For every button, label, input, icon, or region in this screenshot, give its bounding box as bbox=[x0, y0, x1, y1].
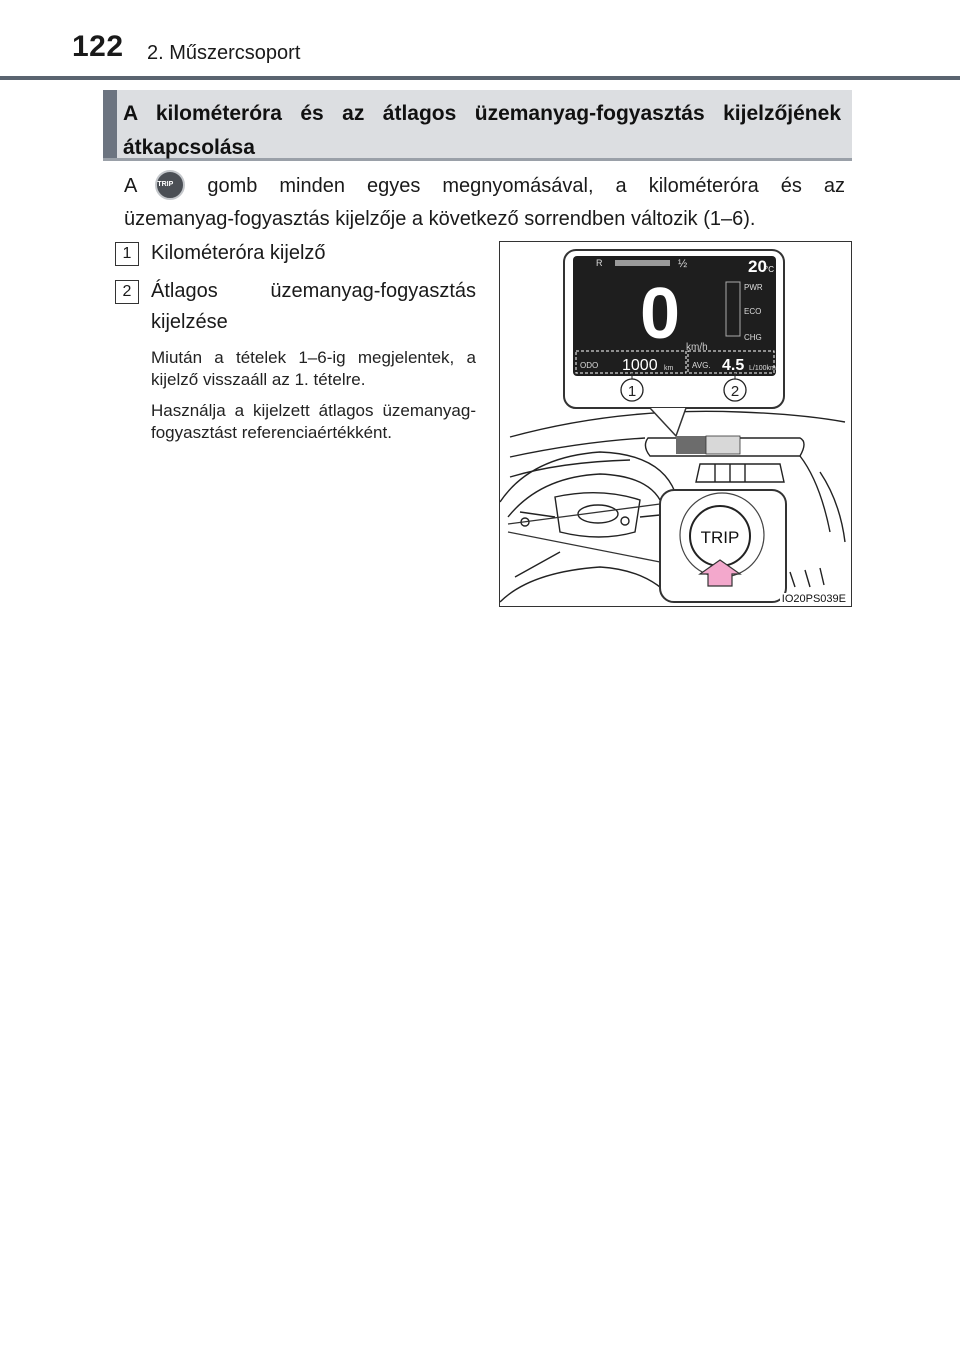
section-heading-bar bbox=[103, 90, 117, 161]
cluster-display bbox=[564, 250, 784, 454]
intro-before: A bbox=[124, 175, 138, 197]
page-number: 122 bbox=[72, 30, 124, 63]
gauge-eco: ECO bbox=[744, 307, 762, 316]
callout-2: 2 bbox=[730, 383, 740, 400]
item-1-text: Kilométeróra kijelző bbox=[151, 242, 326, 264]
trip-button-callout bbox=[508, 490, 786, 602]
temperature-unit: °C bbox=[765, 265, 774, 274]
gauge-pwr: PWR bbox=[744, 283, 763, 292]
speed-unit: km/h bbox=[686, 342, 708, 353]
trip-button-icon: TRIP bbox=[155, 170, 185, 200]
temperature-value: 20 bbox=[748, 257, 767, 276]
speed-value: 0 bbox=[639, 274, 681, 354]
gauge-chg: CHG bbox=[744, 333, 762, 342]
avg-value: 4.5 bbox=[722, 357, 745, 374]
avg-label: AVG. bbox=[692, 361, 711, 370]
trip-button-label: TRIP bbox=[700, 528, 740, 547]
section-title: A kilométeróra és az átlagos üzemanyag-fogyasztás kijelzőjének átkapcsolása bbox=[123, 102, 841, 159]
fuel-letter: R bbox=[596, 258, 603, 268]
note-1: Miután a tételek 1–6-ig megjelentek, a kijelző visszaáll az 1. tételre. bbox=[151, 348, 476, 389]
callout-1: 1 bbox=[627, 383, 637, 400]
odo-label: ODO bbox=[580, 361, 599, 370]
item-1-number: 1 bbox=[115, 242, 139, 266]
avg-unit: L/100km bbox=[749, 365, 776, 372]
figure-code: IO20PS039E bbox=[781, 593, 846, 605]
chapter-title: 2. Műszercsoport bbox=[147, 42, 301, 64]
odo-value: 1000 bbox=[622, 357, 658, 374]
note-2: Használja a kijelzett átlagos üzemanyag-fogyasztást referenciaértékként. bbox=[151, 401, 476, 442]
item-2-number: 2 bbox=[115, 280, 139, 304]
odo-unit: km bbox=[664, 365, 674, 372]
intro-after: gomb minden egyes megnyomásával, a kilométeróra és az üzemanyag-fogyasztás kijelzője a következő sorrendben változik (1–6). bbox=[124, 175, 845, 230]
item-2-text: Átlagos üzemanyag-fogyasztás kijelzése bbox=[151, 280, 476, 333]
intro-paragraph bbox=[124, 170, 845, 236]
header-rule bbox=[0, 76, 960, 80]
instrument-illustration bbox=[499, 241, 852, 607]
fuel-fraction: ½ bbox=[678, 258, 688, 270]
